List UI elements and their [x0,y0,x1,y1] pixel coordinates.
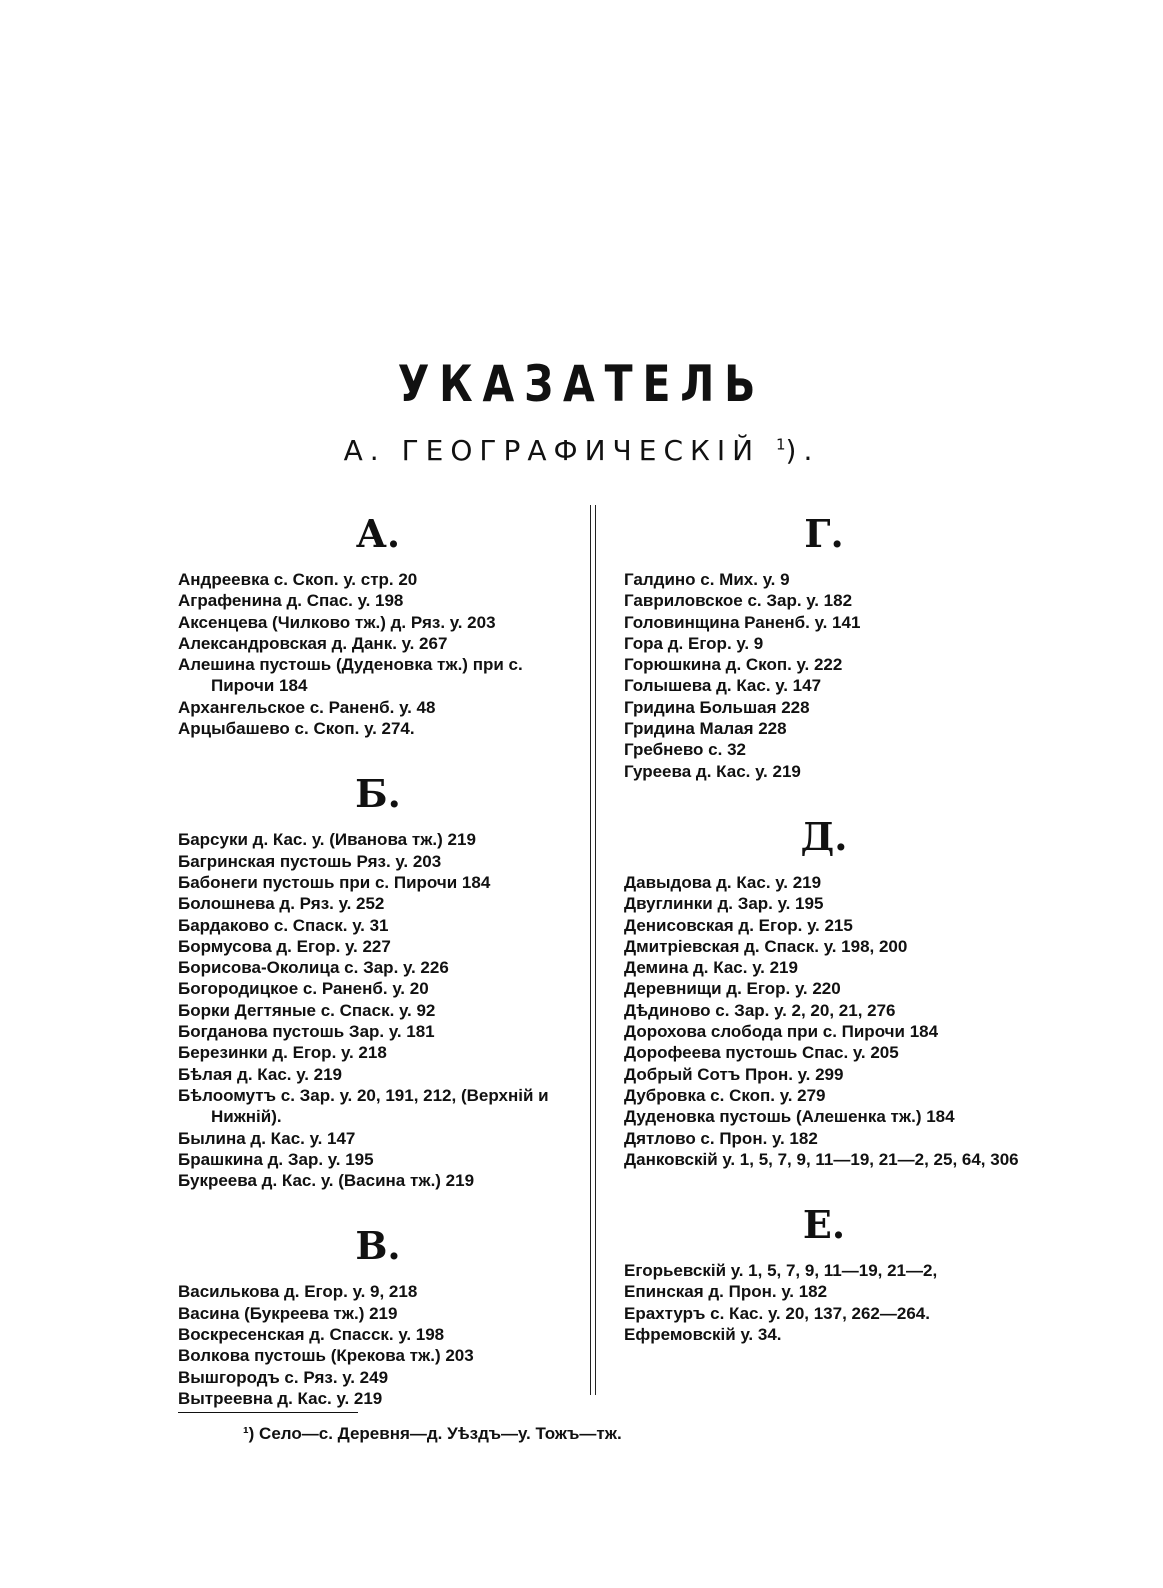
index-entry: Воскресенская д. Спасск. у. 198 [178,1325,445,1345]
index-entry: Богородицкое с. Раненб. у. 20 [178,979,429,999]
index-entry: Букреева д. Кас. у. (Васина тж.) 219 [178,1171,475,1191]
index-entry: Гавриловское с. Зар. у. 182 [624,591,853,611]
section-b [178,765,578,1191]
left-column [178,505,578,1435]
index-entry: Василькова д. Егор. у. 9, 218 [178,1282,418,1302]
section-g [624,505,1024,782]
index-entry: Денисовская д. Егор. у. 215 [624,915,853,935]
index-entry: Дмитріевская д. Спаск. у. 198, 200 [624,936,908,956]
section-letter: В. [355,1223,401,1269]
index-entry: Брашкина д. Зар. у. 195 [178,1149,374,1169]
index-entry: Архангельское с. Раненб. у. 48 [178,697,436,717]
entry-list [624,1260,1024,1345]
index-entry: Аксенцева (Чилково тж.) д. Ряз. у. 203 [178,612,496,632]
index-entry: Бабонеги пустошь при с. Пирочи 184 [178,872,491,892]
column-divider [590,505,596,1395]
entry-list [178,829,578,1191]
index-entry: Добрый Сотъ Прон. у. 299 [624,1064,844,1084]
index-entry: Барсуки д. Кас. у. (Иванова тж.) 219 [178,830,476,850]
index-entry: Епинская д. Прон. у. 182 [624,1282,828,1302]
index-entry: Вышгородъ с. Ряз. у. 249 [178,1367,389,1387]
index-entry: Дубровка с. Скоп. у. 279 [624,1085,826,1105]
index-entry: Голышева д. Кас. у. 147 [624,676,822,696]
section-d [624,808,1024,1170]
index-entry: Васина (Букреева тж.) 219 [178,1303,398,1323]
index-entry: Горюшкина д. Скоп. у. 222 [624,655,843,675]
index-entry: Дуденовка пустошь (Алешенка тж.) 184 [624,1107,955,1127]
index-entry: Гридина Малая 228 [624,719,787,739]
entry-list [178,569,578,739]
index-entry: Давыдова д. Кас. у. 219 [624,872,822,892]
section-v [178,1217,578,1409]
index-entry: Болошнева д. Ряз. у. 252 [178,894,385,914]
index-entry: Демина д. Кас. у. 219 [624,958,798,978]
index-entry: Березинки д. Егор. у. 218 [178,1043,387,1063]
index-entry: Андреевка с. Скоп. у. стр. 20 [178,570,418,589]
index-entry: Бѣлоомутъ с. Зар. у. 20, 191, 212, (Верхній и Нижній). [178,1085,549,1127]
subtitle-footnote-marker: 1 [775,435,786,454]
index-entry: Былина д. Кас. у. 147 [178,1128,356,1148]
section-e [624,1196,1024,1345]
index-entry: Аграфенина д. Спас. у. 198 [178,591,404,611]
index-entry: Гуреева д. Кас. у. 219 [624,761,801,781]
entry-list [624,569,1024,782]
index-entry: Бѣлая д. Кас. у. 219 [178,1064,343,1084]
index-entry: Волкова пустошь (Крекова тж.) 203 [178,1346,474,1366]
index-entry: Дорофеева пустошь Спас. у. 205 [624,1043,899,1063]
index-entry: Багринская пустошь Ряз. у. 203 [178,851,442,871]
index-entry: Гребнево с. 32 [624,740,746,760]
index-entry: Дятлово с. Прон. у. 182 [624,1128,818,1148]
index-entry: Бормусова д. Егор. у. 227 [178,936,391,956]
page-subtitle [0,434,1163,467]
entry-list [178,1281,578,1409]
section-letter: Б. [355,771,401,817]
section-a [178,505,578,739]
index-entry: Алешина пустошь (Дуденовка тж.) при с. Пирочи 184 [178,655,523,696]
index-entry: Борки Дегтяные с. Спаск. у. 92 [178,1000,436,1020]
footnote-rule [178,1412,358,1413]
index-entry: Дѣдиново с. Зар. у. 2, 20, 21, 276 [624,1000,896,1020]
index-entry: Егорьевскій у. 1, 5, 7, 9, 11—19, 21—2, [624,1261,938,1281]
index-entry: Двуглинки д. Зар. у. 195 [624,894,824,914]
entry-list [624,872,1024,1170]
index-entry: Ефремовскій у. 34. [624,1325,782,1345]
index-entry: Арцыбашево с. Скоп. у. 274. [178,719,415,739]
index-entry: Деревнищи д. Егор. у. 220 [624,979,841,999]
section-letter: Е. [802,1202,846,1248]
section-letter: А. [355,511,401,556]
index-entry: Галдино с. Мих. у. 9 [624,570,790,589]
subtitle-tail: ). [785,434,820,467]
index-entry: Бардаково с. Спаск. у. 31 [178,915,389,935]
index-entry: Дорохова слобода при с. Пирочи 184 [624,1022,939,1042]
section-letter: Д. [800,813,848,859]
index-entry: Александровская д. Данк. у. 267 [178,633,448,653]
subtitle-text: А. ГЕОГРАФИЧЕСКІЙ [343,434,761,467]
index-entry: Ерахтуръ с. Кас. у. 20, 137, 262—264. [624,1303,930,1323]
right-column [624,505,1024,1371]
index-entry: Головинщина Раненб. у. 141 [624,612,861,632]
index-entry: Вытреевна д. Кас. у. 219 [178,1388,383,1408]
footnote: ¹) Село—с. Деревня—д. Уѣздъ—у. Тожъ—тж. [243,1424,622,1443]
index-entry: Борисова-Околица с. Зар. у. 226 [178,958,449,978]
page-title: УКАЗАТЕЛЬ [397,355,766,413]
index-entry: Богданова пустошь Зар. у. 181 [178,1022,435,1042]
index-entry: Гридина Большая 228 [624,697,810,717]
index-entry: Данковскій у. 1, 5, 7, 9, 11—19, 21—2, 25, 64, 306 [624,1149,1019,1169]
index-entry: Гора д. Егор. у. 9 [624,633,764,653]
section-letter: Г. [804,511,844,556]
